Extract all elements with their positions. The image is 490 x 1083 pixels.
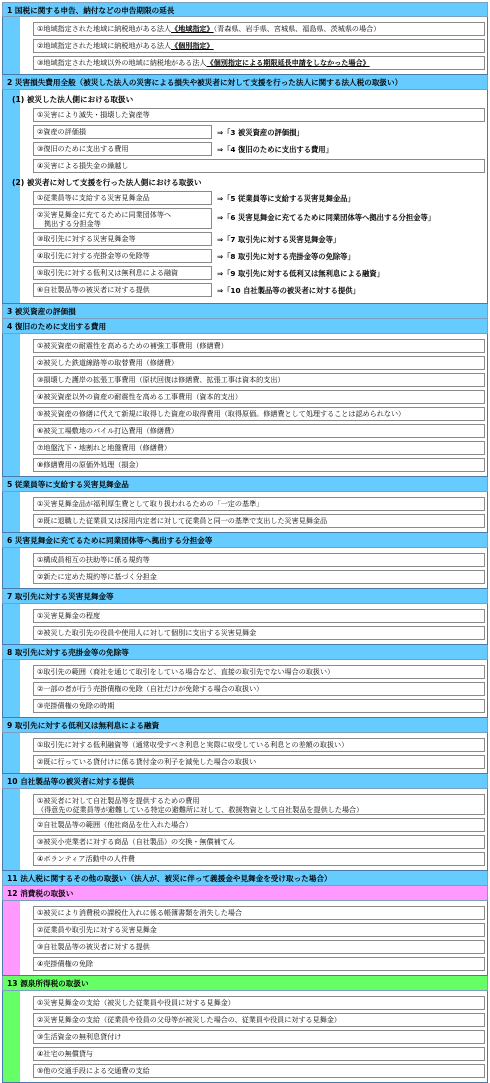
outline-item (33, 283, 360, 297)
item-text: ②災害見舞金の支給（従業員や役員の父母等が被災した場合の、従業員や役員に対する見舞金） (37, 1015, 342, 1024)
item-text: ⑤被災資産の修繕に代えて新規に取得した資産の取得費用（取得原価。修繕費として処理することは認められない） (37, 409, 406, 418)
outline-item (33, 682, 485, 696)
subsection-title: (2) 被災者に対して支援を行った法人側における取扱い (12, 178, 202, 187)
outline-item (33, 1030, 485, 1044)
item-text: ④社宅の無償貸与 (37, 1049, 94, 1058)
section-header: 13 源泉所得税の取扱い (2, 976, 488, 991)
item-text: ③自社製品等の被災者に対する提供 (37, 942, 150, 951)
item-text: ④取引先に対する売掛金等の免除等 (37, 251, 150, 260)
outline-item (33, 339, 485, 353)
outline-item (33, 373, 485, 387)
item-text: ②災害見舞金に充てるために同業団体等へ 拠出する分担金等 (37, 210, 172, 228)
item-text: ⑦地盤沈下・地割れと地盤費用（修繕費） (37, 443, 172, 452)
outline-item (33, 142, 333, 156)
item-text: ①取引先の範囲（商社を通じて取引をしている場合など、直接の取引先でない場合の取扱い） (37, 667, 335, 676)
item-text: ③地域指定された地域以外の地域に納税地がある法人 (37, 58, 207, 67)
section-strip (2, 90, 20, 304)
outline-item (33, 1013, 485, 1027)
item-text: ②地域指定された地域に納税地がある法人 (37, 41, 172, 50)
section-strip (2, 660, 20, 718)
outline-item (33, 249, 355, 263)
item-text: ②既に退職した従業員又は採用内定者に対して従業員と同一の基準で支出した災害見舞金品 (37, 516, 328, 525)
outline-item (33, 957, 485, 971)
outline-item (33, 570, 485, 584)
cross-reference-arrow: ⇒「3 被災資産の評価損」 (217, 128, 304, 137)
section-strip (2, 548, 20, 589)
item-text: ①構成員相互の扶助等に係る規約等 (37, 555, 150, 564)
outline-item (33, 1047, 485, 1061)
item-text: ③被災小売業者に対する商品（自社製品）の交換・無償補てん (37, 837, 235, 846)
item-text: ②資産の評価損 (37, 127, 86, 136)
outline-item (33, 356, 485, 370)
outline-item (33, 755, 485, 769)
section-header: 11 法人税に関するその他の取扱い（法人が、被災に伴って義援金や見舞金を受け取った場合） (2, 871, 488, 886)
section-header: 4 復旧のために支出する費用 (2, 319, 488, 334)
outline-item (33, 626, 485, 640)
outline-item (33, 699, 485, 713)
item-text: ②新たに定めた規約等に基づく分担金 (37, 572, 157, 581)
item-text: ③損壊した護岸の拡張工事費用（原状回復は修繕費、拡張工事は資本的支出） (37, 375, 285, 384)
item-text: ①被災により消費税の課税仕入れに係る帳簿書類を消失した場合 (37, 908, 242, 917)
item-text: ①取引先に対する低利融資等（通常収受すべき利息と実際に収受している利息との差額の取扱い） (37, 740, 349, 749)
outline-item (33, 108, 485, 122)
outline-item (33, 906, 485, 920)
item-text: ②既に行っている貸付けに係る貸付金の利子を減免した場合の取扱い (37, 757, 257, 766)
outline-item (33, 191, 355, 205)
section-header: 6 災害見舞金に充てるために同業団体等へ拠出する分担金等 (2, 533, 488, 548)
outline-item (33, 609, 485, 623)
outline-item (33, 458, 485, 472)
item-text: ②従業員や取引先に対する災害見舞金 (37, 925, 157, 934)
section-header: 7 取引先に対する災害見舞金等 (2, 589, 488, 604)
outline-item (33, 514, 485, 528)
item-text: ①災害により滅失・損壊した資産等 (37, 110, 150, 119)
item-text: ⑧修繕費用の原価外処理（損金） (37, 460, 143, 469)
section-strip (2, 991, 20, 1083)
item-text: ①災害見舞金の支給（被災した従業員や役員に対する見舞金） (37, 998, 235, 1007)
cross-reference-arrow: ⇒「6 災害見舞金に充てるために同業団体等へ拠出する分担金等」 (217, 213, 436, 222)
section-strip (2, 733, 20, 774)
outline-item (33, 818, 485, 832)
outline-item (33, 232, 341, 246)
item-emphasis: 《個別指定による期限延長申請をしなかった場合》 (206, 58, 370, 67)
outline-item (33, 940, 485, 954)
item-text: ⑥被災工場敷地のパイル打込費用（修繕費） (37, 426, 179, 435)
outline-item (33, 553, 485, 567)
outline-item (33, 56, 485, 70)
cross-reference-arrow: ⇒「5 従業員等に支給する災害見舞金品」 (217, 194, 355, 203)
item-text: ④売掛債権の免除 (37, 959, 94, 968)
outline-item (33, 125, 304, 139)
outline-item (33, 1064, 485, 1078)
section-header: 3 被災資産の評価損 (2, 304, 488, 319)
section-strip (2, 901, 20, 976)
subsection-title: (1) 被災した法人側における取扱い (12, 95, 134, 104)
item-text: ②自社製品等の範囲（他社商品を仕入れた場合） (37, 820, 193, 829)
item-text: ④被災資産以外の資産の耐震性を高める工事費用（資本的支出） (37, 392, 242, 401)
item-emphasis: 《個別指定》 (171, 41, 214, 50)
outline-item (33, 497, 485, 511)
outline-item (33, 923, 485, 937)
item-note: （青森県、岩手県、宮城県、福島県、茨城県の場合） (213, 24, 381, 33)
item-text: ①地域指定された地域に納税地がある法人 (37, 24, 172, 33)
item-text: ①災害見舞金品が福利厚生費として取り扱われるための「一定の基準」 (37, 499, 264, 508)
section-header: 10 自社製品等の被災者に対する提供 (2, 774, 488, 789)
outline-item (33, 738, 485, 752)
item-text: ⑤他の交通手段による交通費の支給 (37, 1066, 150, 1075)
section-header: 2 災害損失費用全般（被災した法人の災害による損失や被災者に対して支援を行った法人に関する法人税の取扱い） (2, 75, 488, 90)
item-emphasis: 《地域指定》 (171, 24, 214, 33)
section-header: 5 従業員等に支給する災害見舞金品 (2, 477, 488, 492)
item-text: ②被災した取引先の役員や使用人に対して個別に支出する災害見舞金 (37, 628, 257, 637)
outline-item (33, 266, 384, 280)
outline-item (33, 407, 485, 421)
outline-item (33, 835, 485, 849)
outline-item (33, 665, 485, 679)
item-text: ①被災資産の耐震性を高めるための補強工事費用（修繕費） (37, 341, 228, 350)
item-text: ①従業員等に支給する災害見舞金品 (37, 193, 150, 202)
outline-item (33, 996, 485, 1010)
item-text: ④災害による損失金の繰越し (37, 161, 129, 170)
item-text: ②被災した鉄道線路等の取替費用（修繕費） (37, 358, 179, 367)
item-text: ③売掛債権の免除の時期 (37, 701, 115, 710)
section-header: 1 国税に関する申告、納付などの申告期限の延長 (2, 2, 488, 17)
section-header: 12 消費税の取扱い (2, 886, 488, 901)
tax-handling-outline (2, 2, 488, 1075)
cross-reference-arrow: ⇒「10 自社製品等の被災者に対する提供」 (217, 286, 360, 295)
cross-reference-arrow: ⇒「4 復旧のために支出する費用」 (217, 145, 333, 154)
section-header: 8 取引先に対する売掛金等の免除等 (2, 645, 488, 660)
item-text: ③復旧のために支出する費用 (37, 144, 129, 153)
item-text: ①災害見舞金の程度 (37, 611, 101, 620)
section-strip (2, 604, 20, 645)
item-text: ④ボランティア活動中の人件費 (37, 854, 136, 863)
section-strip (2, 492, 20, 533)
cross-reference-arrow: ⇒「9 取引先に対する低利又は無利息による融資」 (217, 269, 384, 278)
cross-reference-arrow: ⇒「7 取引先に対する災害見舞金等」 (217, 235, 341, 244)
outline-item (33, 441, 485, 455)
item-text: ③取引先に対する災害見舞金等 (37, 234, 136, 243)
item-text: ③生活資金の無利息貸付け (37, 1032, 122, 1041)
outline-item (33, 22, 485, 36)
section-strip (2, 334, 20, 477)
section-strip (2, 789, 20, 871)
outline-item (33, 208, 436, 229)
outline-item (33, 39, 485, 53)
outline-item (33, 794, 485, 815)
section-header: 9 取引先に対する低利又は無利息による融資 (2, 718, 488, 733)
item-text: ①被災者に対して自社製品等を提供するための費用 （得意先の従業員等が避難している特定の避難所に対して、救援物資として自社製品を提供した場合） (37, 796, 364, 814)
outline-item (33, 852, 485, 866)
outline-item (33, 159, 485, 173)
outline-item (33, 390, 485, 404)
item-text: ②一部の者が行う売掛債権の免除（自社だけが免除する場合の取扱い） (37, 684, 264, 693)
item-text: ⑤取引先に対する低利又は無利息による融資 (37, 268, 179, 277)
item-text: ⑥自社製品等の被災者に対する提供 (37, 285, 150, 294)
section-strip (2, 17, 20, 75)
cross-reference-arrow: ⇒「8 取引先に対する売掛金等の免除等」 (217, 252, 355, 261)
outline-item (33, 424, 485, 438)
